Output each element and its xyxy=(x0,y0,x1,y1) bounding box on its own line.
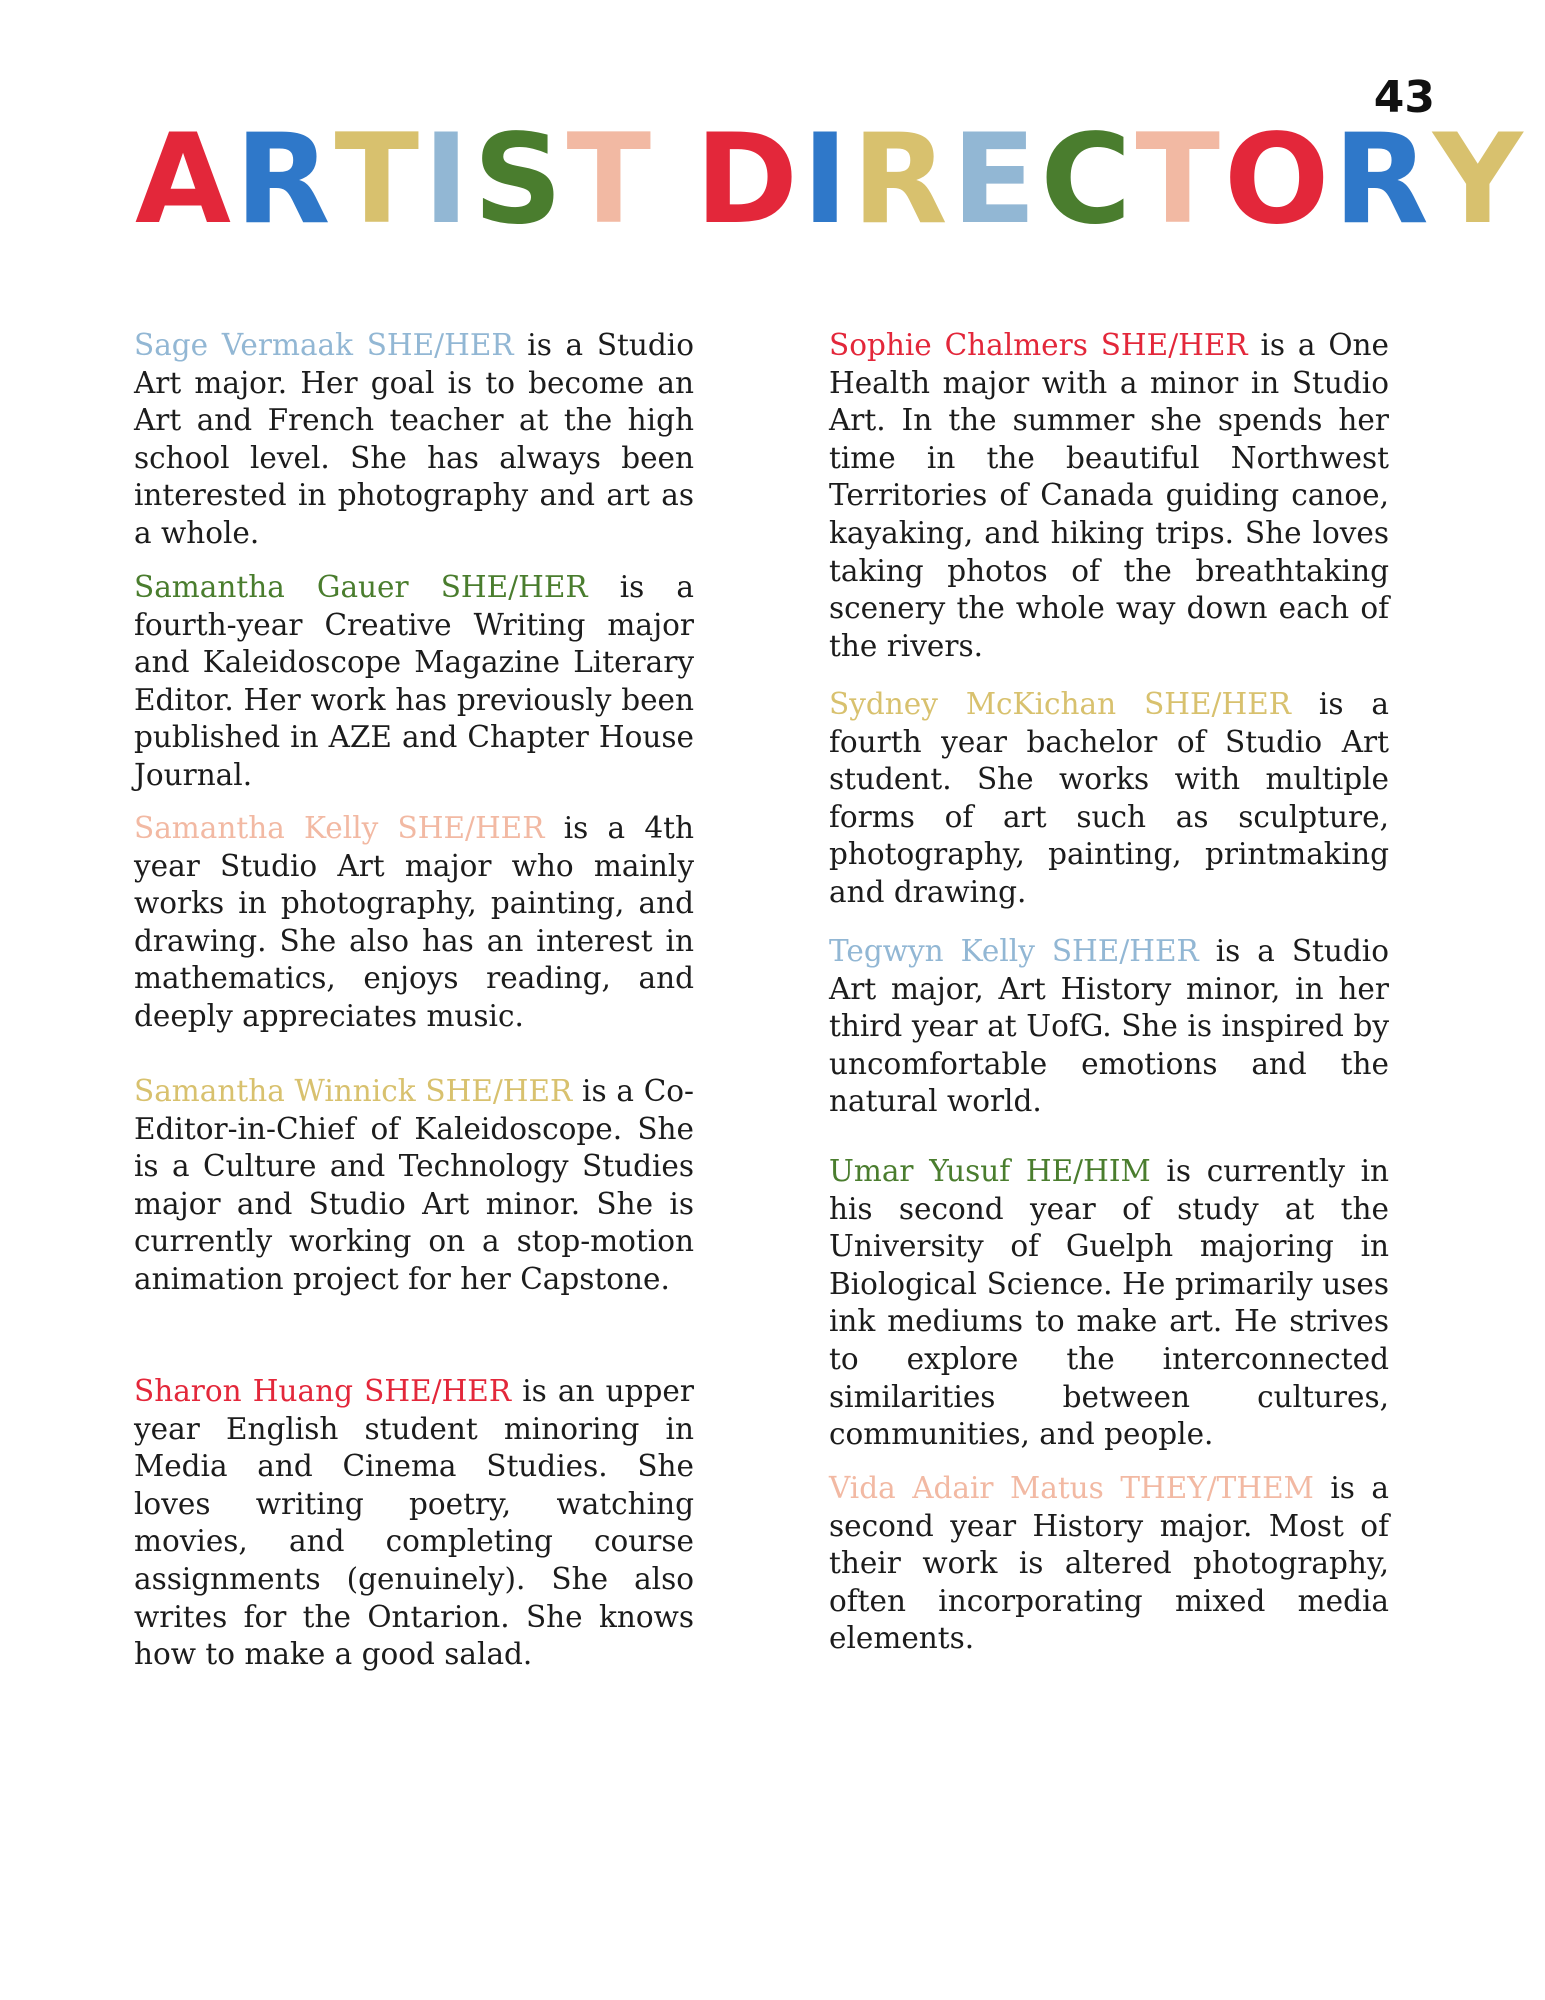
artist-name: Vida Adair Matus THEY/THEM xyxy=(829,1471,1314,1505)
artist-entry xyxy=(134,1073,694,1299)
artist-entry xyxy=(134,327,694,553)
artist-name: Sydney McKichan SHE/HER xyxy=(829,687,1291,721)
artist-entry xyxy=(134,810,694,1036)
artist-bio: is a second year History major. Most of their work is altered photography, often incorporating mixed media elements. xyxy=(829,1471,1389,1656)
title-letter: I xyxy=(423,108,474,252)
title-letter: I xyxy=(802,108,853,252)
artist-bio: is a Studio Art major. Her goal is to become an Art and French teacher at the high school level. She has always been interested in photography and art as a whole. xyxy=(134,328,694,550)
artist-bio: is a fourth-year Creative Writing major and Kaleidoscope Magazine Literary Editor. Her work has previously been published in AZE and Chapter House Journal. xyxy=(134,570,694,792)
artist-bio: is a Studio Art major, Art History minor, in her third year at UofG. She is inspired by uncomfortable emotions and the natural world. xyxy=(829,934,1389,1119)
artist-entry xyxy=(134,1373,694,1674)
title-letter: R xyxy=(1333,108,1433,252)
title-letter: O xyxy=(1223,108,1334,252)
artist-entry xyxy=(829,933,1389,1121)
artist-name: Samantha Winnick SHE/HER xyxy=(134,1074,573,1108)
artist-bio: is a 4th year Studio Art major who mainly works in photography, painting, and drawing. She also has an interest in mathematics, enjoys reading, and deeply appreciates music. xyxy=(134,811,694,1033)
artist-name: Sharon Huang SHE/HER xyxy=(134,1374,512,1408)
artist-entry xyxy=(829,1153,1389,1454)
artist-name: Samantha Kelly SHE/HER xyxy=(134,811,545,845)
title-letter: S xyxy=(473,108,567,252)
artist-name: Tegwyn Kelly SHE/HER xyxy=(829,934,1199,968)
title-letter: T xyxy=(1135,108,1224,252)
artist-bio: is a Co-Editor-in-Chief of Kaleidoscope. She is a Culture and Technology Studies major and Studio Art minor. She is currently working on a stop-motion animation project for her Capstone. xyxy=(134,1074,694,1296)
artist-name: Samantha Gauer SHE/HER xyxy=(134,570,588,604)
title-letter: A xyxy=(135,108,235,252)
artist-entry xyxy=(829,1470,1389,1658)
title-letter: T xyxy=(566,108,656,252)
artist-bio: is an upper year English student minoring in Media and Cinema Studies. She loves writing poetry, watching movies, and completing course assignments (genuinely). She also writes for the Ontarion. She knows how to make a good salad. xyxy=(134,1374,694,1672)
title-letter: T xyxy=(334,108,424,252)
title-letter: R xyxy=(234,108,335,252)
artist-name: Sage Vermaak SHE/HER xyxy=(134,328,514,362)
artist-name: Umar Yusuf HE/HIM xyxy=(829,1154,1151,1188)
title-letter: D xyxy=(695,108,803,252)
title-letter: R xyxy=(852,108,952,252)
artist-bio: is a One Health major with a minor in Studio Art. In the summer she spends her time in the beautiful Northwest Territories of Canada guiding canoe, kayaking, and hiking trips. She loves taking photos of the breathtaking scenery the whole way down each of the rivers. xyxy=(829,328,1389,663)
artist-name: Sophie Chalmers SHE/HER xyxy=(829,328,1248,362)
page-number: 43 xyxy=(1373,72,1435,123)
title-letter: E xyxy=(951,108,1041,252)
artist-entry xyxy=(134,569,694,795)
artist-bio: is a fourth year bachelor of Studio Art student. She works with multiple forms of art such as sculpture, photography, painting, printmaking and drawing. xyxy=(829,687,1389,909)
title-letter: C xyxy=(1040,108,1136,252)
artist-bio: is currently in his second year of study at the University of Guelph majoring in Biological Science. He primarily uses ink mediums to make art. He strives to explore the interconnected similarities between cultures, communities, and people. xyxy=(829,1154,1390,1452)
artist-entry xyxy=(829,686,1389,912)
artist-entry xyxy=(829,327,1389,665)
page-title xyxy=(135,108,1527,252)
title-letter: Y xyxy=(1432,108,1527,252)
